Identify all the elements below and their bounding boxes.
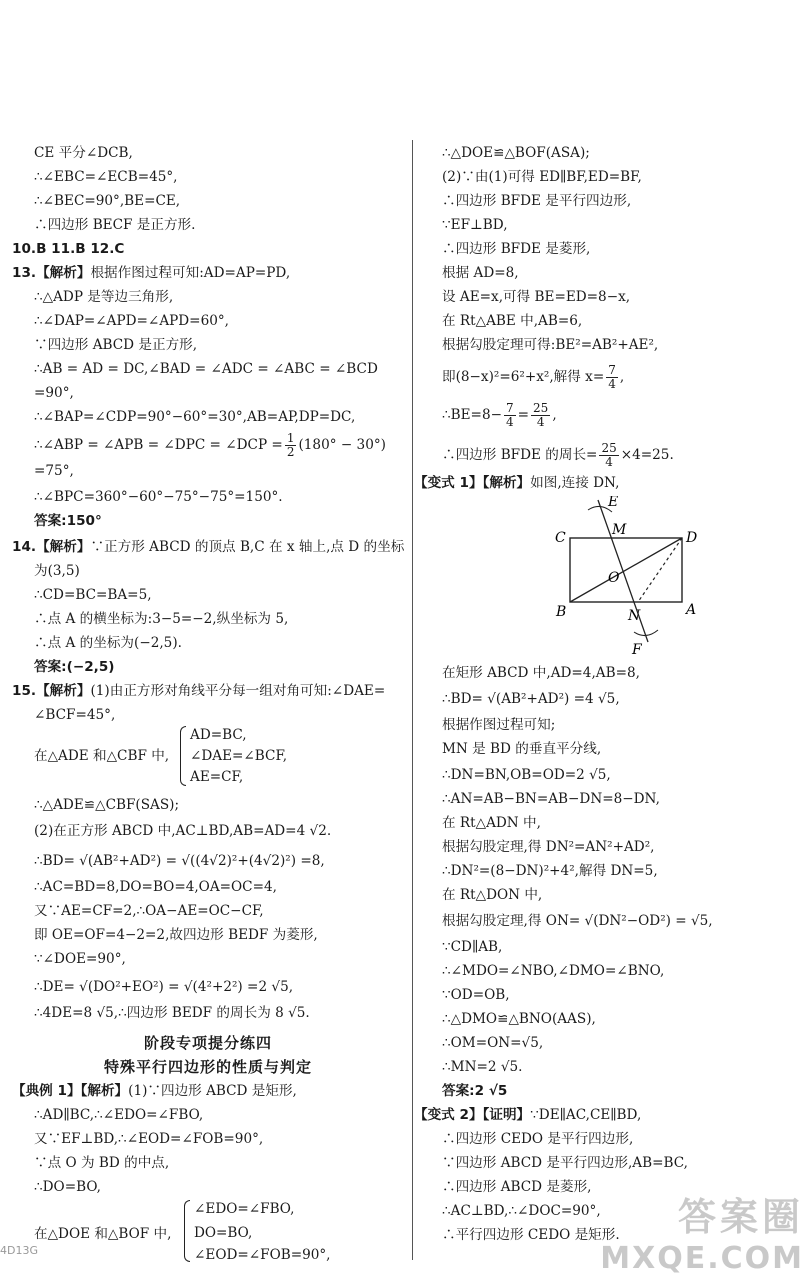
text-part: ∴BE=8− xyxy=(442,407,502,423)
question-number: 13. xyxy=(12,265,37,281)
segment-dn xyxy=(638,538,682,602)
question-number: 15. xyxy=(12,683,37,699)
fraction xyxy=(599,442,618,469)
text-line: 在矩形 ABCD 中,AD=4,AB=8, xyxy=(442,665,640,681)
text-line: ∴∠MDO=∠NBO,∠DMO=∠BNO, xyxy=(442,963,665,979)
text-line: 为(3,5) xyxy=(34,563,80,579)
brace xyxy=(184,1200,190,1262)
question-number: 14. xyxy=(12,539,37,555)
answer-line: 答案:2 √5 xyxy=(442,1083,508,1099)
diagonal-bd xyxy=(570,538,682,602)
label-b: B xyxy=(556,604,567,620)
text-line xyxy=(442,402,557,429)
rectangle-figure xyxy=(550,496,700,656)
text-line: ∴AB = AD = DC,∠BAD = ∠ADC = ∠ABC = ∠BCD xyxy=(34,361,378,377)
text-line: ∴△DOE≌△BOF(ASA); xyxy=(442,145,590,161)
text-line: ∴△DMO≌△BNO(AAS), xyxy=(442,1011,596,1027)
numerator: 7 xyxy=(506,401,514,415)
analysis-tag: 【解析】 xyxy=(36,265,91,281)
label-f: F xyxy=(632,642,642,656)
text-line: ∴DE= √(DO²+EO²) = √(4²+2²) =2 √5, xyxy=(34,979,294,995)
text-line: ∴平行四边形 CEDO 是矩形. xyxy=(442,1227,620,1243)
text-line: ∴AC=BD=8,DO=BO=4,OA=OC=4, xyxy=(34,879,277,895)
text-line: ∴BD= √(AB²+AD²) = √((4√2)²+(4√2)²) =8, xyxy=(34,853,325,869)
text-line: ∴△ADP 是等边三角形, xyxy=(34,289,174,305)
fraction xyxy=(606,364,618,391)
text-line: ∵CD∥AB, xyxy=(442,939,503,955)
denominator: 4 xyxy=(506,415,514,429)
watermark-title: 答案圈 xyxy=(677,1195,804,1239)
text-line: ∵DE∥AC,CE∥BD, xyxy=(530,1107,642,1123)
text-line: (2)∵由(1)可得 ED∥BF,ED=BF, xyxy=(442,169,642,185)
analysis-tag: 【解析】 xyxy=(36,539,91,555)
text-part: , xyxy=(552,407,557,423)
column-divider xyxy=(412,140,413,1260)
text-line: ∴∠BEC=90°,BE=CE, xyxy=(34,193,181,209)
text-line: ∠BCF=45°, xyxy=(34,707,116,723)
example1-line xyxy=(12,1082,297,1100)
system-line: DO=BO, xyxy=(194,1225,253,1241)
text-line xyxy=(442,442,674,469)
text-line: MN 是 BD 的垂直平分线, xyxy=(442,741,602,757)
text-line: ∴AN=AB−BN=AB−DN=8−DN, xyxy=(442,791,660,807)
text-line: 在 Rt△ABE 中,AB=6, xyxy=(442,313,583,329)
numerator: 25 xyxy=(601,441,617,455)
text-line: 根据勾股定理,得 ON= √(DN²−OD²) = √5, xyxy=(442,913,713,929)
text-part: 即(8−x)²=6²+x²,解得 x= xyxy=(442,369,605,385)
text-line: 根据作图过程可知:AD=AP=PD, xyxy=(90,265,291,281)
text-line xyxy=(34,432,386,459)
denominator: 4 xyxy=(536,415,545,429)
text-line: ∴CD=BC=BA=5, xyxy=(34,587,152,603)
text-line: ∵点 O 为 BD 的中点, xyxy=(34,1155,170,1171)
text-line: ∴∠DAP=∠APD=∠APD=60°, xyxy=(34,313,229,329)
text-line: ∵EF⊥BD, xyxy=(442,217,508,233)
text-line: 根据 AD=8, xyxy=(442,265,519,281)
q13-line xyxy=(12,264,290,282)
fraction xyxy=(285,432,297,459)
text-line: ∴点 A 的坐标为(−2,5). xyxy=(34,635,182,651)
numerator: 25 xyxy=(533,401,549,415)
text-line: (2)在正方形 ABCD 中,AC⊥BD,AB=AD=4 √2. xyxy=(34,823,332,839)
label-o: O xyxy=(608,570,620,586)
denominator: 2 xyxy=(286,445,295,459)
label-m: M xyxy=(612,522,627,538)
system-line: ∠DAE=∠BCF, xyxy=(190,748,288,764)
section-subheading: 特殊平行四边形的性质与判定 xyxy=(103,1058,312,1076)
text-line: ∴四边形 BFDE 是菱形, xyxy=(442,241,591,257)
variant1-line xyxy=(414,474,619,492)
text-line: ∵四边形 ABCD 是平行四边形,AB=BC, xyxy=(442,1155,688,1171)
text-line: ∴MN=2 √5. xyxy=(442,1059,523,1075)
text-line: ∴点 A 的横坐标为:3−5=−2,纵坐标为 5, xyxy=(34,611,289,627)
text-line: ∴AD∥BC,∴∠EDO=∠FBO, xyxy=(34,1107,204,1123)
text-line: ∴AC⊥BD,∴∠DOC=90°, xyxy=(442,1203,601,1219)
text-line: ∴4DE=8 √5,∴四边形 BEDF 的周长为 8 √5. xyxy=(34,1005,310,1021)
text-part: (180° − 30°) xyxy=(298,437,386,453)
fraction xyxy=(531,402,550,429)
text-line: CE 平分∠DCB, xyxy=(34,145,133,161)
text-part: ∴∠ABP = ∠APB = ∠DPC = ∠DCP = xyxy=(34,437,283,453)
watermark xyxy=(600,1186,804,1276)
text-line: ∵四边形 ABCD 是正方形, xyxy=(34,337,198,353)
text-part: , xyxy=(619,369,625,385)
text-line: ∵正方形 ABCD 的顶点 B,C 在 x 轴上,点 D 的坐标 xyxy=(90,539,405,555)
text-line: 在△ADE 和△CBF 中, xyxy=(34,748,170,764)
example-tag: 【典例 1】【解析】 xyxy=(12,1083,129,1099)
label-d: D xyxy=(686,530,698,546)
section-heading: 阶段专项提分练四 xyxy=(143,1034,272,1052)
text-line: 在△DOE 和△BOF 中, xyxy=(34,1226,172,1242)
answers-10-12: 10.B 11.B 12.C xyxy=(12,241,125,257)
text-part: ×4=25. xyxy=(620,447,674,463)
text-line: ∴△ADE≌△CBF(SAS); xyxy=(34,797,180,813)
text-line: ∴OM=ON=√5, xyxy=(442,1035,544,1051)
system-line: AD=BC, xyxy=(190,727,247,743)
text-line: ∴DN²=(8−DN)²+4²,解得 DN=5, xyxy=(442,863,658,879)
text-line: 在 Rt△DON 中, xyxy=(442,887,543,903)
label-c: C xyxy=(555,530,566,546)
text-part: ∴四边形 BFDE 的周长= xyxy=(442,447,598,463)
text-line: ∴DN=BN,OB=OD=2 √5, xyxy=(442,767,611,783)
variant-tag: 【变式 1】【解析】 xyxy=(414,475,531,491)
text-line: 即 OE=OF=4−2=2,故四边形 BEDF 为菱形, xyxy=(34,927,318,943)
text-line: 设 AE=x,可得 BE=ED=8−x, xyxy=(442,289,631,305)
text-line: 根据勾股定理,得 DN²=AN²+AD², xyxy=(442,839,655,855)
numerator: 1 xyxy=(286,431,295,445)
watermark-url: MXQE.COM xyxy=(600,1241,804,1276)
text-line: 根据作图过程可知; xyxy=(442,717,556,733)
text-line xyxy=(442,364,624,391)
text-line: ∴四边形 ABCD 是菱形, xyxy=(442,1179,592,1195)
variant-tag: 【变式 2】【证明】 xyxy=(414,1107,531,1123)
text-line: =75°, xyxy=(34,463,74,479)
label-n: N xyxy=(628,608,641,624)
text-line: 又∵AE=CF=2,∴OA−AE=OC−CF, xyxy=(34,903,264,919)
text-line: ∴四边形 BECF 是正方形. xyxy=(34,217,196,233)
text-part: = xyxy=(517,407,530,423)
answer-line: 答案:(−2,5) xyxy=(34,659,115,675)
text-line: ∴∠EBC=∠ECB=45°, xyxy=(34,169,178,185)
system-line: AE=CF, xyxy=(190,769,244,785)
text-line: 如图,连接 DN, xyxy=(530,475,620,491)
text-line: (1)由正方形对角线平分每一组对角可知:∠DAE= xyxy=(90,683,386,699)
analysis-tag: 【解析】 xyxy=(36,683,91,699)
system-line: ∠EDO=∠FBO, xyxy=(194,1201,295,1217)
text-line: (1)∵四边形 ABCD 是矩形, xyxy=(128,1083,297,1099)
text-line: ∴BD= √(AB²+AD²) =4 √5, xyxy=(442,691,620,707)
text-line: ∴∠BPC=360°−60°−75°−75°=150°. xyxy=(34,489,283,505)
text-line: ∴DO=BO, xyxy=(34,1179,101,1195)
label-a: A xyxy=(686,602,697,618)
label-e: E xyxy=(608,496,619,510)
text-line: =90°, xyxy=(34,385,74,401)
brace xyxy=(180,726,186,786)
denominator: 4 xyxy=(608,377,616,391)
text-line: ∴四边形 CEDO 是平行四边形, xyxy=(442,1131,634,1147)
text-line: 根据勾股定理可得:BE²=AB²+AE², xyxy=(442,337,659,353)
q14-line xyxy=(12,538,404,556)
text-line: 又∵EF⊥BD,∴∠EOD=∠FOB=90°, xyxy=(34,1131,264,1147)
text-line: ∴∠BAP=∠CDP=90°−60°=30°,AB=AP,DP=DC, xyxy=(34,409,356,425)
fraction xyxy=(504,402,516,429)
q15-line xyxy=(12,682,385,700)
numerator: 7 xyxy=(608,363,616,377)
text-line: 在 Rt△ADN 中, xyxy=(442,815,541,831)
answer-line: 答案:150° xyxy=(34,513,102,529)
text-line: ∵∠DOE=90°, xyxy=(34,951,126,967)
text-line: ∵OD=OB, xyxy=(442,987,510,1003)
system-line: ∠EOD=∠FOB=90°, xyxy=(194,1247,331,1263)
page-mark: 4D13G xyxy=(0,1244,38,1257)
variant2-line xyxy=(414,1106,641,1124)
text-line: ∴四边形 BFDE 是平行四边形, xyxy=(442,193,632,209)
denominator: 4 xyxy=(605,455,613,469)
